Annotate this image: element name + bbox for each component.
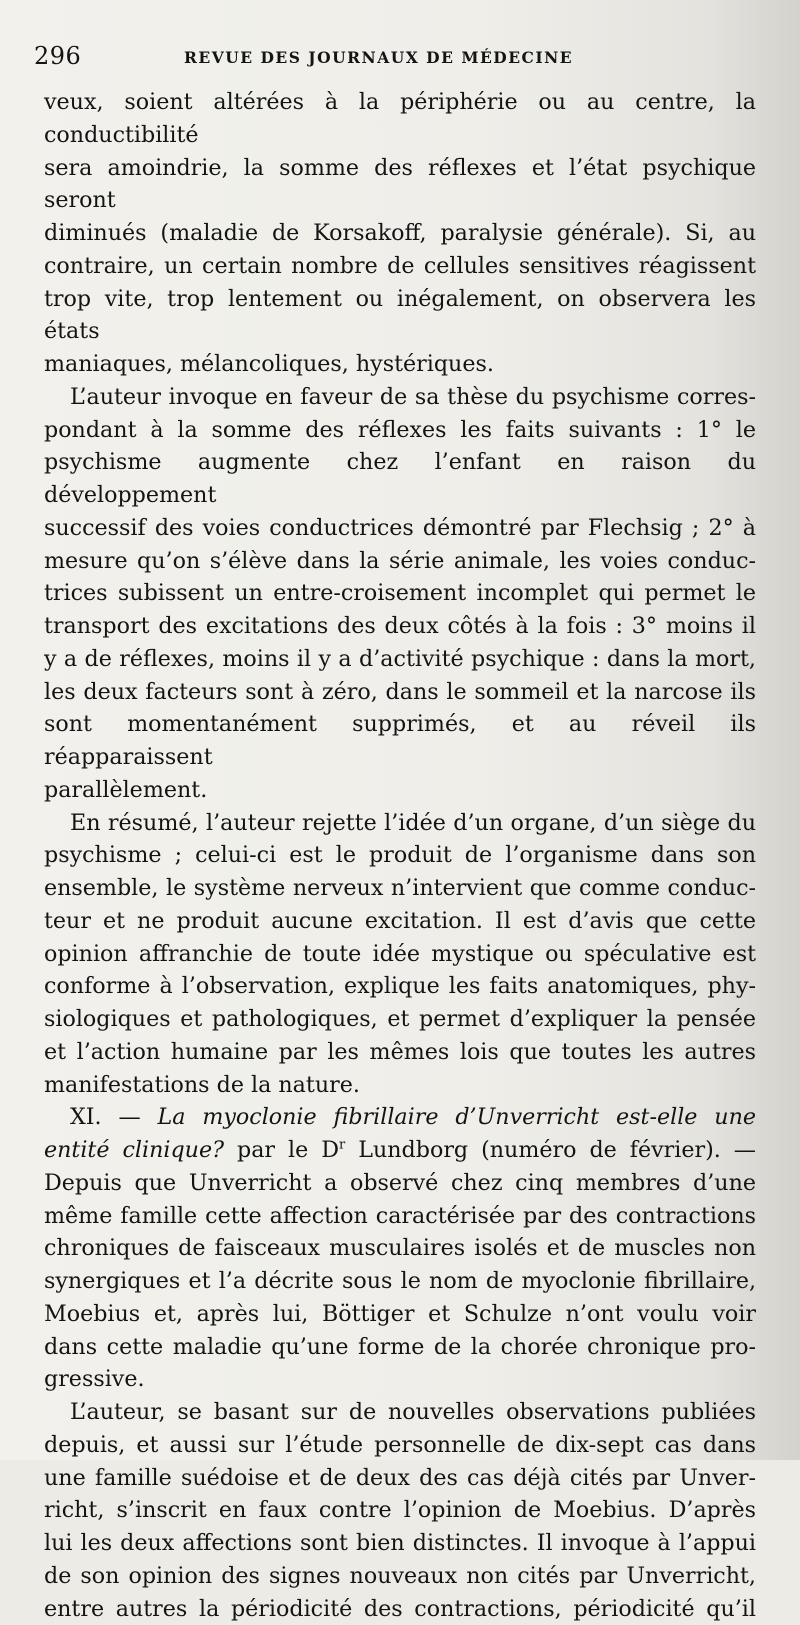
text-line: Moebius et, après lui, Böttiger et Schulze n’ont voulu voir [44, 1298, 756, 1331]
text-line: conforme à l’observation, explique les faits anatomiques, phy- [44, 970, 756, 1003]
body-text [44, 86, 756, 1625]
text-line: teur et ne produit aucune excitation. Il est d’avis que cette [44, 905, 756, 938]
text-line: y a de réflexes, moins il y a d’activité psychique : dans la mort, [44, 643, 756, 676]
text-line: ensemble, le système nerveux n’intervient que comme conduc- [44, 872, 756, 905]
text-line: gressive. [44, 1363, 756, 1396]
text-line: contraire, un certain nombre de cellules sensitives réagissent [44, 250, 756, 283]
running-title: REVUE DES JOURNAUX DE MÉDECINE [184, 48, 573, 67]
text-line: opinion affranchie de toute idée mystique ou spéculative est [44, 938, 756, 971]
text-line: trices subissent un entre-croisement incomplet qui permet le [44, 577, 756, 610]
text-line: et l’action humaine par les mêmes lois que toutes les autres [44, 1036, 756, 1069]
text-line: depuis, et aussi sur l’étude personnelle de dix-sept cas dans [44, 1429, 756, 1462]
article-title: La myoclonie fibrillaire d’Unverricht est-elle une [158, 1104, 756, 1130]
section-number: XI. — [70, 1104, 158, 1130]
text-line: En résumé, l’auteur rejette l’idée d’un organe, d’un siège du [44, 807, 756, 840]
text-line: une famille suédoise et de deux des cas déjà cités par Unver- [44, 1462, 756, 1495]
text-line: les deux facteurs sont à zéro, dans le sommeil et la narcose ils [44, 676, 756, 709]
author-prefix: par le D [224, 1137, 339, 1163]
text-line: entre autres la périodicité des contractions, périodicité qu’il [44, 1593, 756, 1625]
page-number: 296 [34, 42, 81, 70]
text-line: siologiques et pathologiques, et permet d’expliquer la pensée [44, 1003, 756, 1036]
text-line: veux, soient altérées à la périphérie ou au centre, la conductibilité [44, 86, 756, 152]
paragraph-summary [44, 807, 756, 1102]
author-title-superscript: r [339, 1138, 345, 1153]
text-line: trop vite, trop lentement ou inégalement, on observera les états [44, 283, 756, 349]
text-line: transport des excitations des deux côtés à la fois : 3° moins il [44, 610, 756, 643]
text-line: maniaques, mélancoliques, hystériques. [44, 348, 756, 381]
text-line: pondant à la somme des réflexes les faits suivants : 1° le [44, 414, 756, 447]
text-line: parallèlement. [44, 774, 756, 807]
text-line: psychisme augmente chez l’enfant en raison du développement [44, 446, 756, 512]
author-reference: Lundborg (numéro de février). — [345, 1137, 756, 1163]
text-line: Depuis que Unverricht a observé chez cinq membres d’une [44, 1167, 756, 1200]
text-line: mesure qu’on s’élève dans la série animale, les voies conduc- [44, 545, 756, 578]
section-xi [44, 1101, 756, 1396]
section-heading-line [44, 1101, 756, 1134]
text-line: même famille cette affection caractérisée par des contractions [44, 1200, 756, 1233]
text-line: sera amoindrie, la somme des réflexes et l’état psychique seront [44, 152, 756, 218]
paragraph-author-position [44, 1396, 756, 1625]
paragraph-continuation [44, 86, 756, 381]
text-line: chroniques de faisceaux musculaires isolés et de muscles non [44, 1232, 756, 1265]
text-line: lui les deux affections sont bien distinctes. Il invoque à l’appui [44, 1527, 756, 1560]
text-line: synergiques et l’a décrite sous le nom de myoclonie fibrillaire, [44, 1265, 756, 1298]
text-line: L’auteur invoque en faveur de sa thèse du psychisme corres- [44, 381, 756, 414]
article-title-continued: entité clinique? [44, 1137, 224, 1163]
text-line: sont momentanément supprimés, et au réveil ils réapparaissent [44, 708, 756, 774]
section-heading-line [44, 1134, 756, 1167]
text-line: successif des voies conductrices démontré par Flechsig ; 2° à [44, 512, 756, 545]
text-line: de son opinion des signes nouveaux non cités par Unverricht, [44, 1560, 756, 1593]
paragraph-author-thesis [44, 381, 756, 807]
text-line: richt, s’inscrit en faux contre l’opinion de Moebius. D’après [44, 1494, 756, 1527]
text-line: dans cette maladie qu’une forme de la chorée chronique pro- [44, 1331, 756, 1364]
text-line: diminués (maladie de Korsakoff, paralysie générale). Si, au [44, 217, 756, 250]
text-line: manifestations de la nature. [44, 1069, 756, 1102]
text-line: L’auteur, se basant sur de nouvelles observations publiées [44, 1396, 756, 1429]
text-line: psychisme ; celui-ci est le produit de l’organisme dans son [44, 839, 756, 872]
page-header [34, 42, 752, 82]
